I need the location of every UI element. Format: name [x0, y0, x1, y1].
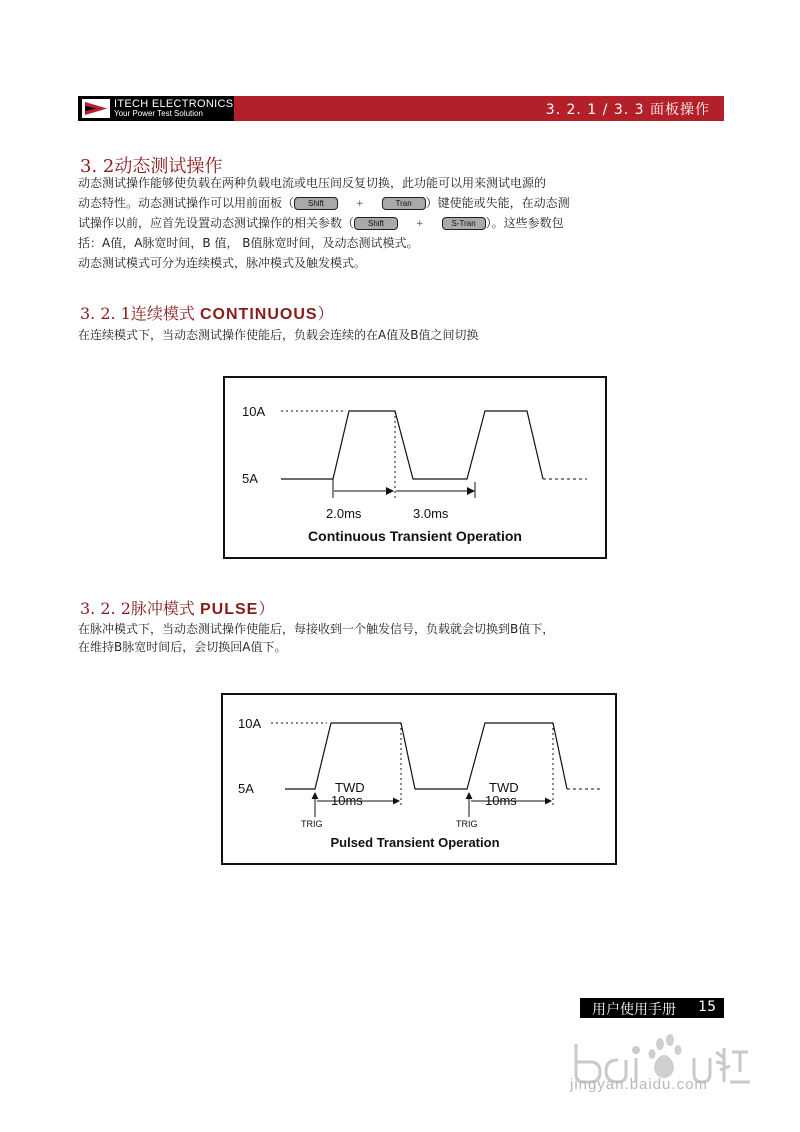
itech-logo-icon	[82, 99, 110, 118]
pulse-title-en: PULSE	[199, 601, 259, 618]
continuous-caption: Continuous Transient Operation	[308, 528, 522, 544]
continuous-description: 在连续模式下，当动态测试操作使能后，负载会连续的在A值及B值之间切换	[78, 328, 479, 342]
trig-label-1: TRIG	[301, 819, 323, 829]
pulse-description-line-1: 在脉冲模式下，当动态测试操作使能后，每接收到一个触发信号，负载就会切换到B值下，	[78, 622, 555, 636]
shift-key-icon: Shift	[294, 197, 338, 210]
label-10a: 10A	[242, 404, 266, 419]
paragraph-line-2	[78, 193, 570, 214]
paragraph-text: 动态特性。动态测试操作可以用前面板（	[78, 196, 295, 210]
tran-key-icon: Tran	[382, 197, 426, 210]
twd-label-2: TWD	[489, 780, 519, 795]
label-10a: 10A	[238, 716, 262, 731]
dimension-2ms-label: 2.0ms	[326, 506, 362, 521]
paragraph-line-4: 括：A值，A脉宽时间，B 值， B值脉宽时间，及动态测试模式。	[78, 236, 419, 250]
duration-label-2: 10ms	[485, 793, 517, 808]
waveform-trace	[281, 411, 587, 479]
paragraph-line-3	[78, 213, 564, 234]
dimension-ticks	[333, 479, 475, 498]
brand-logo	[78, 96, 234, 121]
label-5a: 5A	[242, 471, 258, 486]
brand-name: ITECH ELECTRONICS	[114, 98, 234, 110]
pulse-title	[80, 596, 274, 619]
section-reference: 3. 2. 1 / 3. 3 面板操作	[545, 102, 710, 118]
label-5a: 5A	[238, 781, 254, 796]
s-tran-key-icon: S-Tran	[442, 217, 486, 230]
pulse-title-cn: 3. 2. 2脉冲模式	[80, 599, 200, 618]
paragraph-text: 试操作以前，应首先设置动态测试操作的相关参数（	[78, 216, 355, 230]
continuous-diagram	[223, 376, 607, 559]
plus-sign: +	[416, 218, 424, 229]
shift-key-icon: Shift	[354, 217, 398, 230]
brand-slogan: Your Power Test Solution	[114, 109, 203, 118]
twd-label-1: TWD	[335, 780, 365, 795]
footer-label: 用户使用手册	[592, 1002, 676, 1018]
pulse-waveform	[223, 695, 615, 863]
page-number: 15	[698, 999, 716, 1015]
paragraph-line-1: 动态测试操作能够使负载在两种负载电流或电压间反复切换，此功能可以用来测试电源的	[78, 176, 547, 190]
pulse-title-end: ）	[258, 599, 275, 618]
section-title: 3. 2动态测试操作	[80, 156, 223, 177]
continuous-title-en: CONTINUOUS	[199, 306, 318, 323]
watermark-url: jingyan.baidu.com	[570, 1076, 708, 1093]
trig-label-2: TRIG	[456, 819, 478, 829]
header-band	[78, 96, 724, 121]
continuous-title	[80, 301, 334, 324]
pulse-description-line-2: 在维持B脉宽时间后，会切换回A值下。	[78, 640, 287, 654]
waveform-trace	[285, 723, 603, 789]
footer-band	[580, 998, 724, 1018]
pulse-diagram	[221, 693, 617, 865]
dashed-edge-markers	[401, 723, 553, 805]
continuous-title-cn: 3. 2. 1连续模式	[80, 304, 200, 323]
dimension-3ms-label: 3.0ms	[413, 506, 449, 521]
duration-label-1: 10ms	[331, 793, 363, 808]
continuous-title-end: ）	[317, 304, 334, 323]
paragraph-text: ）。这些参数包	[485, 216, 564, 230]
paragraph-line-5: 动态测试模式可分为连续模式，脉冲模式及触发模式。	[78, 256, 367, 270]
plus-sign: +	[356, 198, 364, 209]
continuous-waveform	[225, 378, 605, 557]
pulse-caption: Pulsed Transient Operation	[330, 835, 500, 850]
paragraph-text: ）键使能或失能，在动态测	[425, 196, 570, 210]
